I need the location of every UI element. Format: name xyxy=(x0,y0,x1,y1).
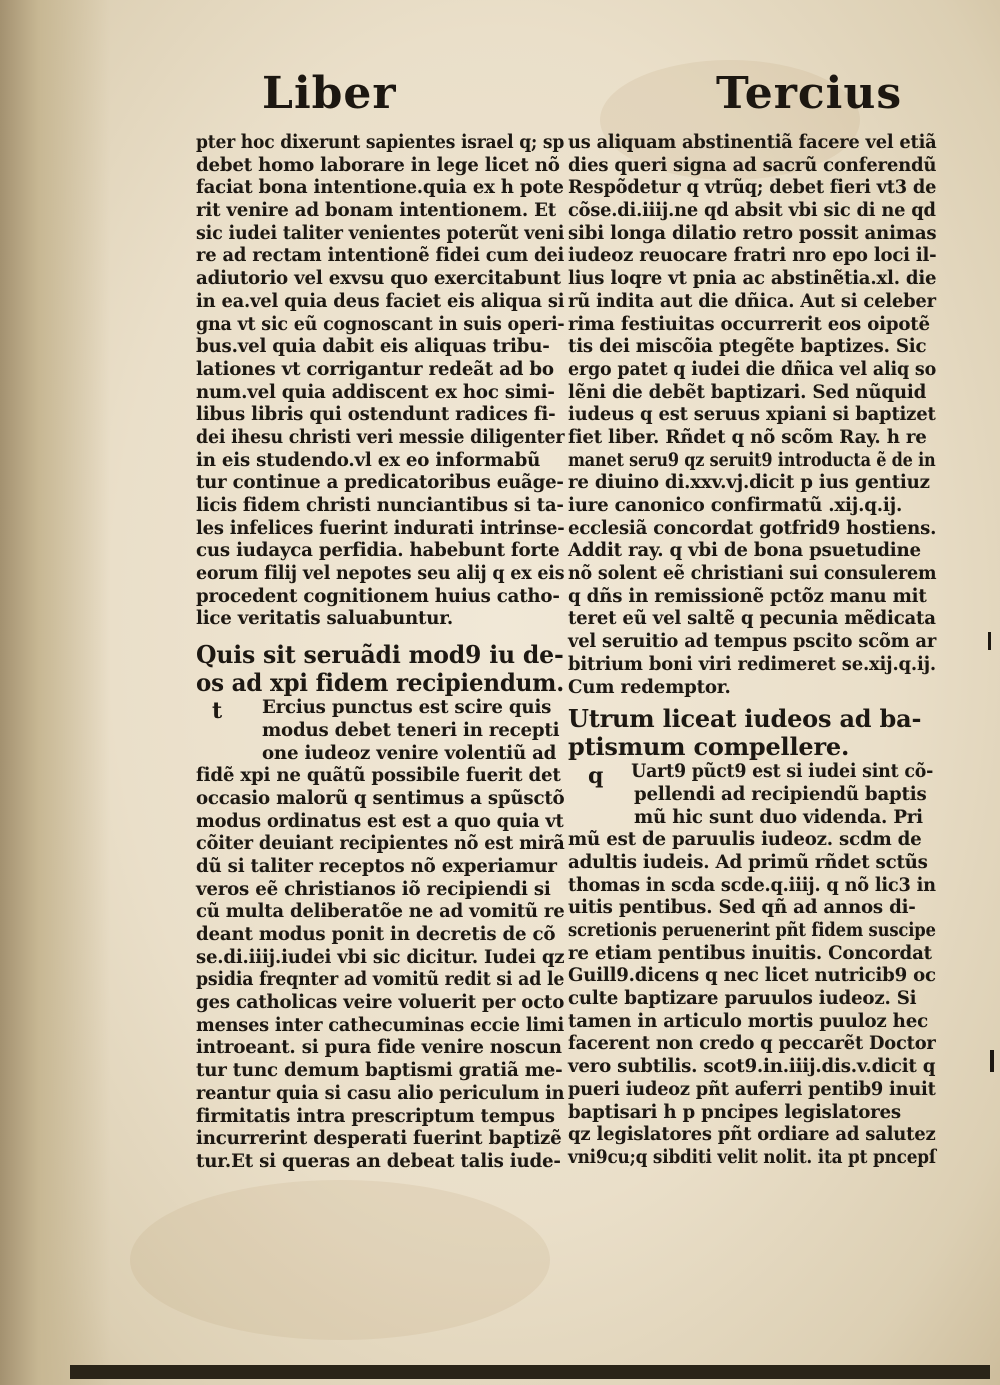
text-line: pellendi ad recipiendũ baptis xyxy=(634,783,927,805)
text-line: sibi longa dilatio retro possit animas xyxy=(568,222,937,244)
text-line: ptismum compellere. xyxy=(568,732,850,762)
text-line: veros eẽ christianos iõ recipiendi si xyxy=(196,878,551,900)
text-line: lẽni die debẽt baptizari. Sed nũquid xyxy=(568,381,927,403)
section-heading xyxy=(196,641,566,697)
text-line: in ea.vel quia deus faciet eis aliqua si xyxy=(196,290,565,312)
text-line: Quis sit seruãdi mod9 iu de- xyxy=(196,640,564,670)
text-line: qz legislatores pñt ordiare ad salutez xyxy=(568,1124,936,1146)
text-line: cõse.di.iiij.ne qd absit vbi sic di ne qd xyxy=(568,200,936,222)
text-line: tur.Et si queras an debeat talis iude- xyxy=(196,1150,561,1172)
text-line: rũ indita aut die dñica. Aut si celeber xyxy=(568,290,936,312)
text-line: one iudeoz venire volentiũ ad xyxy=(262,742,557,764)
initial-guide-letter: q xyxy=(588,763,604,789)
text-line: rit venire ad bonam intentionem. Et xyxy=(196,200,556,222)
text-line: eorum filij vel nepotes seu alij q ex eis xyxy=(196,563,565,585)
text-line: mũ hic sunt duo videnda. Pri xyxy=(634,806,923,828)
text-line: dei ihesu christi veri messie diligenter xyxy=(196,426,565,448)
text-line: lius loqre vt pnia ac abstinẽtia.xl. die xyxy=(568,268,937,290)
text-line: cũ multa deliberatõe ne ad vomitũ re xyxy=(196,901,565,923)
text-line: tis dei miscõia ptegẽte baptizes. Sic xyxy=(568,336,927,358)
text-line: bitrium boni viri redimeret se.xij.q.ij. xyxy=(568,653,937,675)
text-line: fiet liber. Rñdet q nõ scõm Ray. h re xyxy=(568,426,927,448)
text-line: rima festiuitas occurrerit eos oipotẽ xyxy=(568,313,930,335)
text-line: iudeoz reuocare fratri nro epo loci il- xyxy=(568,245,937,267)
text-line: Cum redemptor. xyxy=(568,676,731,698)
initial-guide-letter: t xyxy=(212,698,223,724)
text-line: mũ est de paruulis iudeoz. scdm de xyxy=(568,829,922,851)
text-line: procedent cognitionem huius catho- xyxy=(196,585,560,607)
text-line: debet homo laborare in lege licet nõ xyxy=(196,154,560,176)
paragraph-opening xyxy=(196,697,566,765)
text-line: Guill9.dicens q nec licet nutricib9 oc xyxy=(568,965,936,987)
text-line: tur tunc demum baptismi gratiã me- xyxy=(196,1060,563,1082)
text-line: facerent non credo q peccarẽt Doctor xyxy=(568,1033,936,1055)
text-line: libus libris qui ostendunt radices fi- xyxy=(196,404,556,426)
text-line: bus.vel quia dabit eis aliquas tribu- xyxy=(196,336,550,358)
text-line: in eis studendo.vl ex eo informabũ xyxy=(196,449,541,471)
paragraph-opening xyxy=(568,761,938,829)
text-line: Ercius punctus est scire quis xyxy=(262,697,552,719)
text-line: vel seruitio ad tempus pscito scõm ar xyxy=(568,631,937,653)
text-line: gna vt sic eũ cognoscant in suis operi- xyxy=(196,313,565,335)
paragraph xyxy=(568,829,938,1169)
paragraph xyxy=(196,132,566,631)
text-line: q dñs in remissionẽ pctõz manu mit xyxy=(568,585,927,607)
text-line: licis fidem christi nunciantibus si ta- xyxy=(196,495,564,516)
text-line: us aliquam abstinentiã facere vel etiã xyxy=(568,132,937,153)
text-line: vero subtilis. scot9.in.iiij.dis.v.dicit q xyxy=(568,1056,936,1078)
text-line: uitis pentibus. Sed qñ ad annos di- xyxy=(568,897,916,919)
text-line: tamen in articulo mortis puuloz hec xyxy=(568,1010,928,1032)
page-bottom-edge xyxy=(70,1365,990,1379)
text-line: iudeus q est seruus xpiani si baptizet xyxy=(568,404,936,426)
text-line: cus iudayca perfidia. habebunt forte xyxy=(196,540,560,562)
text-line: thomas in scda scde.q.iiij. q nõ lic3 in xyxy=(568,874,936,896)
text-line: tur continue a predicatoribus euãge- xyxy=(196,472,564,494)
text-line: Addit ray. q vbi de bona psuetudine xyxy=(568,540,921,562)
text-line: se.di.iiij.iudei vbi sic dicitur. Iudei qz xyxy=(196,946,565,968)
paragraph xyxy=(196,765,566,1173)
text-line: adiutorio vel exvsu quo exercitabunt xyxy=(196,268,561,290)
text-line: Utrum liceat iudeos ad ba- xyxy=(568,704,922,734)
margin-mark xyxy=(990,1050,994,1072)
text-line: iure canonico confirmatũ .xij.q.ij. xyxy=(568,495,903,516)
text-line: nõ solent eẽ christiani sui consulerem xyxy=(568,563,937,585)
text-line: cõiter deuiant recipientes nõ est mirã xyxy=(196,833,565,855)
text-line: teret eũ vel saltẽ q pecunia mẽdicata xyxy=(568,608,936,630)
text-line: re diuino di.xxv.vj.dicit p ius gentiuz xyxy=(568,472,930,494)
text-line: vni9cu;q sibditi velit nolit. ita pt pncepſ xyxy=(568,1146,936,1168)
text-line: ecclesiã concordat gotfrid9 hostiens. xyxy=(568,517,937,539)
margin-mark xyxy=(988,632,991,650)
text-line: menses inter cathecuminas eccie limi xyxy=(196,1014,565,1036)
text-line: faciat bona intentione.quia ex h pote xyxy=(196,177,564,199)
paper-stain xyxy=(130,1180,550,1340)
text-line: incurrerint desperati fuerint baptizẽ xyxy=(196,1128,562,1150)
text-line: re etiam pentibus inuitis. Concordat xyxy=(568,942,932,964)
text-line: introeant. si pura fide venire noscun xyxy=(196,1037,562,1059)
text-line: lationes vt corrigantur redeãt ad bo xyxy=(196,358,554,380)
text-line: deant modus ponit in decretis de cõ xyxy=(196,924,556,945)
text-line: culte baptizare paruulos iudeoz. Si xyxy=(568,988,917,1010)
text-line: pter hoc dixerunt sapientes israel q; sp xyxy=(196,132,565,153)
text-line: psidia freqnter ad vomitũ redit si ad le xyxy=(196,969,565,991)
column-left xyxy=(196,132,566,1174)
text-line: fidẽ xpi ne quãtũ possibile fuerit det xyxy=(196,765,561,787)
text-line: num.vel quia addiscent ex hoc simi- xyxy=(196,381,555,403)
running-head-right: Tercius xyxy=(716,68,903,119)
column-right xyxy=(568,132,938,1170)
paragraph xyxy=(568,132,938,699)
section-heading xyxy=(568,705,938,761)
text-line: occasio malorũ q sentimus a spũsctõ xyxy=(196,787,565,809)
text-line: les infelices fuerint indurati intrinse- xyxy=(196,517,565,539)
text-line: sic iudei taliter venientes poterũt veni xyxy=(196,222,565,244)
text-line: baptisari h p pncipes legislatores xyxy=(568,1101,901,1123)
running-head-left: Liber xyxy=(262,68,397,119)
text-line: Respõdetur q vtrũq; debet fieri vt3 de xyxy=(568,177,937,199)
text-line: re ad rectam intentionẽ fidei cum dei xyxy=(196,245,565,267)
text-line: modus debet teneri in recepti xyxy=(262,719,560,741)
text-line: dies queri signa ad sacrũ conferendũ xyxy=(568,154,937,176)
text-line: reantur quia si casu alio periculum in xyxy=(196,1082,565,1104)
text-line: ges catholicas veire voluerit per octo xyxy=(196,992,565,1014)
text-line: adultis iudeis. Ad primũ rñdet sctũs xyxy=(568,851,928,873)
text-line: dũ si taliter receptos nõ experiamur xyxy=(196,855,557,877)
text-line: pueri iudeoz pñt auferri pentib9 inuit xyxy=(568,1078,936,1100)
text-line: os ad xpi fidem recipiendum. xyxy=(196,668,565,698)
text-line: lice veritatis saluabuntur. xyxy=(196,608,454,630)
text-line: Uart9 pũct9 est si iudei sint cõ- xyxy=(631,761,934,783)
text-line: firmitatis intra prescriptum tempus xyxy=(196,1105,555,1127)
text-line: scretionis peruenerint pñt fidem suscipe xyxy=(568,920,936,941)
gutter-shadow xyxy=(0,0,110,1385)
text-line: modus ordinatus est est a quo quia vt xyxy=(196,810,564,832)
text-line: manet seru9 qz seruit9 introducta ẽ de in xyxy=(568,449,936,471)
text-line: ergo patet q iudei die dñica vel aliq so xyxy=(568,358,937,380)
